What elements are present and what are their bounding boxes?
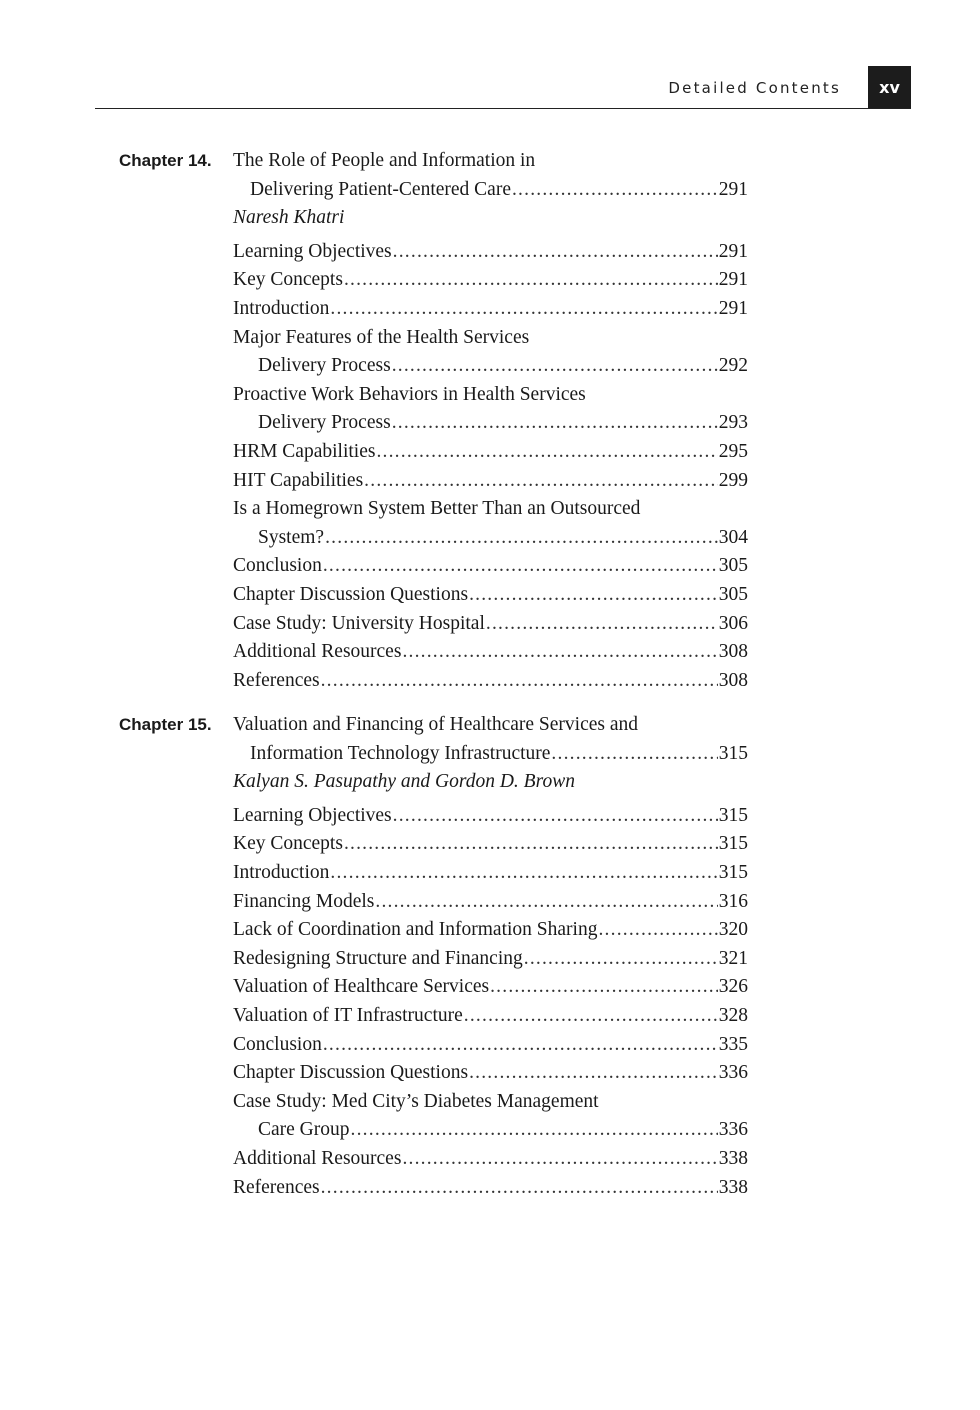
dot-leader	[392, 409, 718, 437]
toc-entry-text: Valuation of Healthcare Services	[233, 976, 490, 998]
dot-leader	[344, 266, 718, 294]
dot-leader	[393, 238, 718, 266]
toc-entry[interactable]	[258, 524, 748, 552]
toc-entry-text: Learning Objectives	[233, 804, 392, 826]
dot-leader	[464, 1002, 718, 1030]
toc-entry[interactable]	[233, 859, 748, 887]
dot-leader	[376, 438, 717, 466]
dot-leader	[524, 945, 718, 973]
toc-entry-text: Chapter Discussion Questions	[233, 1062, 469, 1084]
toc-entry-page: 328	[718, 1005, 748, 1026]
toc-entry-page: 308	[718, 641, 748, 663]
toc-entry-line: Case Study: Med City’s Diabetes Management	[233, 1090, 599, 1112]
toc-entry-text: Key Concepts	[233, 269, 343, 291]
toc-entry-line: Major Features of the Health Services	[233, 326, 530, 348]
toc-entry[interactable]	[233, 830, 748, 858]
toc-entry[interactable]	[233, 1031, 748, 1059]
toc-entry-line: Is a Homegrown System Better Than an Outsourced	[233, 498, 641, 520]
toc-entry-page: 315	[718, 804, 748, 826]
dot-leader	[323, 1031, 718, 1059]
dot-leader	[321, 1174, 718, 1202]
toc-entry[interactable]	[233, 438, 748, 466]
toc-entry-page: 338	[718, 1148, 748, 1169]
dot-leader	[325, 524, 718, 552]
toc-entry[interactable]	[233, 1002, 748, 1030]
toc-entry[interactable]	[233, 552, 748, 580]
dot-leader	[551, 740, 717, 768]
dot-leader	[351, 1116, 718, 1144]
dot-leader	[364, 467, 718, 495]
dot-leader	[323, 552, 718, 580]
toc-entry[interactable]	[258, 352, 748, 380]
toc-entry-text: HIT Capabilities	[233, 469, 364, 491]
chapter-title-text: Delivering Patient-Centered Care	[250, 178, 511, 200]
toc-entry-text: Case Study: University Hospital	[233, 612, 485, 634]
toc-entry-page: 321	[718, 947, 748, 969]
chapter-title-line: The Role of People and Information in	[233, 150, 536, 171]
running-header-title: Detailed Contents	[668, 79, 841, 97]
toc-entry[interactable]	[258, 409, 748, 437]
toc-entry-page: 304	[718, 526, 748, 548]
chapter-page: 315	[718, 742, 748, 764]
toc-entry-page: 306	[718, 612, 748, 634]
toc-entry-page: 292	[718, 355, 748, 377]
toc-entry-text: Conclusion	[233, 555, 322, 577]
toc-entry[interactable]	[233, 1145, 748, 1173]
dot-leader	[486, 610, 718, 638]
toc-entry-page: 308	[718, 669, 748, 691]
toc-entry-text: Delivery Process	[258, 412, 391, 434]
toc-entry-text: Redesigning Structure and Financing	[233, 947, 523, 969]
toc-entry-text: Additional Resources	[233, 1148, 402, 1169]
toc-entry-text: Conclusion	[233, 1033, 322, 1055]
toc-entry-text: HRM Capabilities	[233, 441, 376, 462]
toc-entry-text: Financing Models	[233, 890, 375, 912]
chapter-title-entry[interactable]	[250, 176, 748, 204]
toc-entry[interactable]	[233, 295, 748, 323]
toc-entry-text: Lack of Coordination and Information Sharing	[233, 919, 598, 941]
toc-entry-text: Key Concepts	[233, 833, 343, 855]
dot-leader	[512, 176, 718, 204]
toc-entry-text: Care Group	[258, 1119, 350, 1141]
toc-entry-page: 326	[718, 976, 748, 998]
toc-entry[interactable]	[233, 888, 748, 916]
dot-leader	[490, 973, 718, 1001]
toc-entry[interactable]	[233, 916, 748, 944]
chapter-author: Kalyan S. Pasupathy and Gordon D. Brown	[233, 771, 575, 793]
toc-entry[interactable]	[233, 1174, 748, 1202]
toc-entry-text: Valuation of IT Infrastructure	[233, 1005, 463, 1026]
toc-entry[interactable]	[233, 973, 748, 1001]
toc-entry-page: 338	[718, 1176, 748, 1198]
toc-entry-page: 305	[718, 584, 748, 605]
dot-leader	[402, 638, 717, 666]
toc-entry-page: 291	[718, 240, 748, 262]
toc-entry-text: Chapter Discussion Questions	[233, 584, 469, 605]
toc-entry-page: 299	[718, 469, 748, 491]
toc-entry[interactable]	[258, 1116, 748, 1144]
dot-leader	[330, 859, 717, 887]
chapter-title-text: Information Technology Infrastructure	[250, 742, 551, 764]
toc-entry[interactable]	[233, 802, 748, 830]
toc-entry[interactable]	[233, 1059, 748, 1087]
toc-entry-page: 291	[718, 269, 748, 291]
dot-leader	[469, 1059, 718, 1087]
toc-entry[interactable]	[233, 266, 748, 294]
toc-entry-page: 336	[718, 1062, 748, 1084]
dot-leader	[321, 667, 718, 695]
chapter-author: Naresh Khatri	[233, 207, 345, 229]
toc-entry-text: System?	[258, 526, 325, 548]
running-header	[95, 66, 911, 109]
toc-entry-page: 336	[718, 1119, 748, 1141]
chapter-title-entry[interactable]	[250, 740, 748, 768]
dot-leader	[392, 352, 718, 380]
toc-entry-text: References	[233, 1176, 320, 1198]
dot-leader	[344, 830, 718, 858]
toc-entry-text: Additional Resources	[233, 641, 402, 663]
dot-leader	[375, 888, 717, 916]
toc-entry-page: 315	[718, 833, 748, 855]
toc-entry-page: 293	[718, 412, 748, 434]
toc-entry[interactable]	[233, 638, 748, 666]
toc-entry-page: 315	[718, 862, 748, 883]
chapter-number: Chapter 14.	[119, 151, 212, 170]
toc-entry[interactable]	[233, 238, 748, 266]
dot-leader	[330, 295, 717, 323]
chapter-number: Chapter 15.	[119, 715, 212, 734]
toc-entry-text: References	[233, 669, 320, 691]
page-number: xv	[868, 66, 911, 108]
toc-entry[interactable]	[233, 945, 748, 973]
toc-entry[interactable]	[233, 610, 748, 638]
dot-leader	[598, 916, 717, 944]
toc-entry-page: 291	[718, 298, 748, 319]
toc-entry-page: 295	[718, 441, 748, 462]
toc-entry-page: 320	[718, 919, 748, 941]
toc-entry-line: Proactive Work Behaviors in Health Services	[233, 383, 586, 405]
toc-entry-page: 335	[718, 1033, 748, 1055]
toc-entry-text: Learning Objectives	[233, 240, 392, 262]
toc-entry[interactable]	[233, 581, 748, 609]
toc-entry-page: 305	[718, 555, 748, 577]
chapter-title-line: Valuation and Financing of Healthcare Services and	[233, 714, 639, 735]
dot-leader	[393, 802, 718, 830]
toc-entry-text: Introduction	[233, 298, 330, 319]
dot-leader	[402, 1145, 717, 1173]
toc-entry-page: 316	[718, 890, 748, 912]
chapter-page: 291	[718, 178, 748, 200]
toc-entry[interactable]	[233, 667, 748, 695]
dot-leader	[469, 581, 718, 609]
toc-entry[interactable]	[233, 467, 748, 495]
toc-entry-text: Delivery Process	[258, 355, 391, 377]
toc-entry-text: Introduction	[233, 862, 330, 883]
